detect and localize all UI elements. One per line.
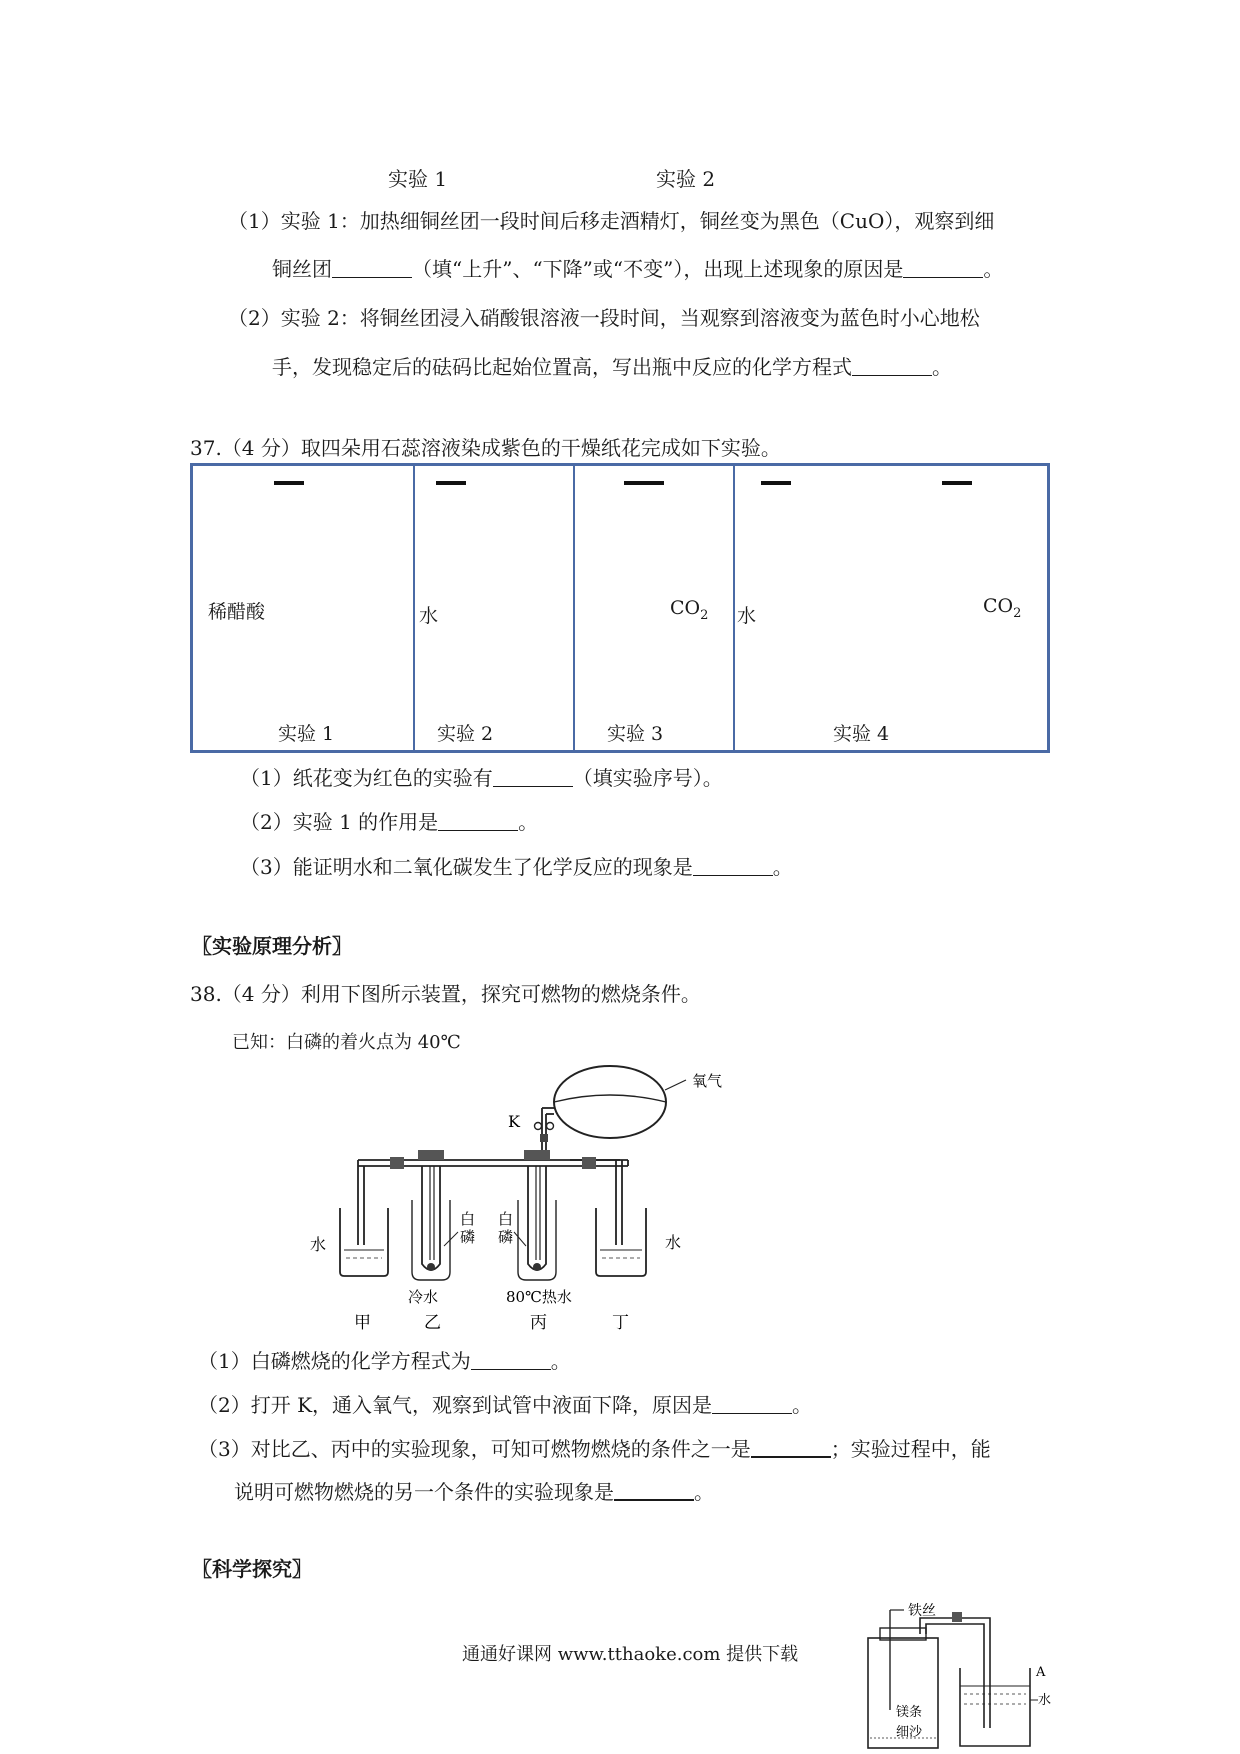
label-ding: 丁 [612,1313,629,1333]
iron-wire-label: 铁丝 [908,1603,936,1619]
water-label: 水 [1038,1693,1052,1708]
jar-lid [436,481,466,485]
jar-lid [274,481,304,485]
q37-sub1-tail: （填实验序号）。 [572,766,723,790]
experiment-label-4: 实验 4 [833,723,890,745]
experiment-label-3: 实验 3 [607,723,664,745]
label-yi: 乙 [424,1313,441,1333]
valve-k-label: K [508,1112,520,1131]
white-phosphorus-right-2: 磷 [498,1228,514,1246]
jar-lid [624,481,664,485]
q38-sub3-line1 [198,1433,991,1462]
answer-blank[interactable] [438,808,518,831]
q38-sub1-tail: 。 [550,1349,571,1373]
q37-sub3-tail: 。 [772,855,793,879]
q36-part1-line2 [272,253,1003,282]
q36-part1-end: 。 [983,257,1004,281]
q36-part1-line1: （1）实验 1：加热细铜丝团一段时间后移走酒精灯，铜丝变为黑色（CuO），观察到细 [228,209,995,233]
q36-part2-text-a: 手，发现稳定后的砝码比起始位置高，写出瓶中反应的化学方程式 [272,355,852,379]
water-right-label: 水 [665,1233,682,1252]
q38-sub3-tail: 。 [694,1480,714,1504]
q37-sub3 [240,851,793,880]
oxygen-label: 氧气 [692,1072,723,1090]
jar-lid [761,481,791,485]
cell-divider [413,466,415,750]
mg-strip-label: 镁条 [896,1705,923,1720]
answer-blank[interactable] [332,255,412,278]
fine-sand-label: 细沙 [896,1725,923,1740]
cell4-substance-water: 水 [737,605,757,627]
q37-stem: 37.（4 分）取四朵用石蕊溶液染成紫色的干燥纸花完成如下实验。 [190,436,781,460]
q38-stem: 38.（4 分）利用下图所示装置，探究可燃物的燃烧条件。 [190,982,701,1006]
q38-known: 已知：白磷的着火点为 40℃ [232,1032,461,1053]
q36-part1-text-b: （填“上升”、“下降”或“不变”），出现上述现象的原因是 [412,257,904,281]
answer-blank[interactable] [471,1347,551,1370]
q38-sub2-text: （2）打开 K，通入氧气，观察到试管中液面下降，原因是 [198,1393,713,1417]
fig-label-experiment-1: 实验 1 [388,167,448,191]
q37-sub2-text: （2）实验 1 的作用是 [240,810,439,834]
q38-sub2 [198,1389,812,1418]
q36-part2-line2 [272,351,952,380]
q36-part2-end: 。 [932,355,952,379]
white-phosphorus-left-2: 磷 [460,1228,476,1246]
answer-blank[interactable] [693,853,773,876]
jar-lid [942,481,972,485]
q36-part2-line1: （2）实验 2：将铜丝团浸入硝酸银溶液一段时间，当观察到溶液变为蓝色时小心地松 [228,306,980,330]
label-a: A [1036,1665,1046,1680]
cell-divider [733,466,735,750]
label-jia: 甲 [354,1313,371,1333]
water-left-label: 水 [310,1235,327,1254]
cell-divider [573,466,575,750]
answer-blank[interactable] [614,1477,694,1501]
section-heading-inquiry: 〖科学探究〗 [192,1557,312,1581]
q37-sub1-text: （1）纸花变为红色的实验有 [240,766,493,790]
q37-experiment-figure [190,463,1050,753]
footer-download-note: 通通好课网 www.tthaoke.com 提供下载 [462,1644,799,1665]
q38-sub3-continue: ；实验过程中，能 [830,1437,991,1461]
answer-blank[interactable] [712,1391,792,1414]
magnesium-iron-apparatus-diagram [860,1598,1060,1748]
q37-sub2-tail: 。 [518,810,539,834]
answer-blank[interactable] [903,255,983,278]
fig-label-experiment-2: 实验 2 [656,167,716,191]
experiment-label-1: 实验 1 [278,723,335,745]
q38-sub3-line2 [234,1476,714,1505]
cell1-substance: 稀醋酸 [208,601,266,623]
label-bing: 丙 [530,1313,547,1333]
q38-sub3-text-2: 说明可燃物燃烧的另一个条件的实验现象是 [234,1480,614,1504]
cell4-substance-co2: $CO_2$ [983,595,1022,621]
answer-blank[interactable] [493,764,573,787]
q37-sub3-text: （3）能证明水和二氧化碳发生了化学反应的现象是 [240,855,693,879]
q38-sub1-text: （1）白磷燃烧的化学方程式为 [198,1349,471,1373]
cell3-substance: $CO_2$ [670,597,709,623]
answer-blank[interactable] [852,353,932,376]
q38-sub2-tail: 。 [792,1393,813,1417]
section-heading-analysis: 〖实验原理分析〗 [192,934,352,958]
cold-water-label: 冷水 [408,1288,439,1306]
experiment-label-2: 实验 2 [437,723,494,745]
q38-sub3-text: （3）对比乙、丙中的实验现象，可知可燃物燃烧的条件之一是 [198,1437,751,1461]
cell2-substance: 水 [419,605,439,627]
white-phosphorus-left-1: 白 [460,1210,476,1228]
hot-water-label: 80℃热水 [506,1288,572,1306]
q37-sub2 [240,806,538,835]
combustion-apparatus-diagram [310,1060,800,1333]
q36-part1-text-a: 铜丝团 [272,257,332,281]
q37-sub1 [240,762,723,791]
q38-sub1 [198,1345,571,1374]
answer-blank[interactable] [751,1434,831,1458]
white-phosphorus-right-1: 白 [498,1210,514,1228]
